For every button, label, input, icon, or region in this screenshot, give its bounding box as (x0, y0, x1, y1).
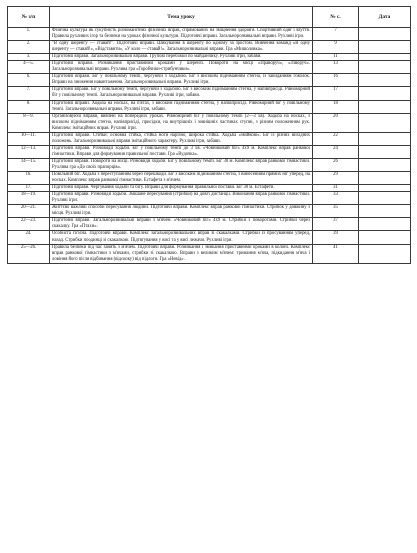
row-number: 25—26. (8, 244, 50, 263)
header-number: № з/п (8, 7, 50, 28)
row-date[interactable] (359, 54, 411, 61)
row-page: 41 (313, 244, 359, 263)
header-page: № с. (313, 7, 359, 28)
row-number: 16. (8, 172, 50, 185)
row-date[interactable] (359, 244, 411, 263)
header-topic: Тема уроку (50, 7, 313, 28)
row-number: 3. (8, 54, 50, 61)
row-number: 6. (8, 74, 50, 87)
row-topic: Підготовчі вправи. Біг у повільному темпі, чергуючи з ходьбою. Біг з високим підніманням стегна, із закиданням гомілок. Вправи на зниження навантаження. Загальнорозвивальні вправи. Рухливі ігри. (50, 74, 313, 87)
row-page: 33 (313, 192, 359, 205)
row-topic: Життєво важливі способи пересування людини. Підготовчі вправи. Комплекс вправ ранкової гімнастики. Стрибок у довжину з місця. Рухливі ігри. (50, 205, 313, 218)
lesson-plan-table (7, 6, 411, 264)
row-page: 31 (313, 185, 359, 192)
table-row (8, 231, 411, 244)
row-topic: "В одну шеренгу — ставай!". Підготовчі вправи. Шикування в шеренгу по одному за зростом. Вивчення команд «В одну шеренгу — ставай!», «Відставити», «У коло — ставай!». Загальнорозвивальні вправи. Гра «Мишоловка». (50, 41, 313, 54)
row-number: 1. (8, 28, 50, 41)
row-number: 14—15. (8, 158, 50, 171)
row-page: 29 (313, 172, 359, 185)
table-row (8, 205, 411, 218)
row-number: 4—5. (8, 61, 50, 74)
row-page: 37 (313, 218, 359, 231)
row-number: 12—13. (8, 145, 50, 158)
table-row (8, 41, 411, 54)
row-date[interactable] (359, 185, 411, 192)
row-page: 11 (313, 54, 359, 61)
row-date[interactable] (359, 132, 411, 145)
table-body (8, 28, 411, 264)
row-topic: Підготовчі вправи. Загальнорозвивальні вправи. Групові перебіжки по майданчику. Рухливі ігри, забави. (50, 54, 313, 61)
row-page: 24 (313, 145, 359, 158)
row-number: 2. (8, 41, 50, 54)
table-row (8, 145, 411, 158)
row-page: 17 (313, 87, 359, 100)
row-date[interactable] (359, 87, 411, 100)
row-number: 22—23. (8, 218, 50, 231)
row-date[interactable] (359, 218, 411, 231)
row-topic: Підготовчі вправи. Різновиди ходьби. Біг у повільному темпі до 3 хв. «Човниковий біг» 4х9 м. Комплекс вправ ранкової гімнастики. Вправи для формування правильної постави. Гра «Вудочка». (50, 145, 313, 158)
row-date[interactable] (359, 41, 411, 54)
row-page: 39 (313, 231, 359, 244)
row-date[interactable] (359, 100, 411, 113)
row-number: 17. (8, 185, 50, 192)
table-row (8, 61, 411, 74)
row-page: 22 (313, 132, 359, 145)
table-row (8, 244, 411, 263)
row-page: 9 (313, 41, 359, 54)
row-topic: Правила безпеки під час занять з м'ячем. Підготовчі вправи. Розмикання і змикання приставними кроками в колоні. Комплекс вправ ранкової гімнастики з м'ячами, стрибки зі скакалкою. Вправи з великим м'ячем: тримання м'яча, підкидання м'яча і ловіння його після відбивання (відскоку) від підлоги. Гра «Невід». (50, 244, 313, 263)
row-date[interactable] (359, 74, 411, 87)
row-date[interactable] (359, 28, 411, 41)
table-row (8, 158, 411, 171)
row-topic: Повільний біг. Ходьба з переступанням через перешкоди. Біг з високим підніманням стегна, з винесенням прямих ніг уперед, на носках. Комплекс вправ ранкової гімнастики. Естафета з м'ячем. (50, 172, 313, 185)
row-topic: Особиста гігієна. Підготовчі вправи. Комплекс загальнорозвивальних вправ зі скакалками. Стрибки із просуванням уперед, назад. Стрибки поодинці зі скакалкою. Підтягування у висі та у висі лежачи. Рухливі ігри. (50, 231, 313, 244)
row-topic: Підготовчі вправи. Повороти на місці. Різновиди ходьби. Біг у повільному темпі. Біг 30 м. Комплекс вправ ранкової гімнастики. Рухлива гра «До своїх прапорців». (50, 158, 313, 171)
table-row (8, 113, 411, 132)
table-row (8, 87, 411, 100)
row-topic: Організовуючі вправи, вивчені на попередніх уроках. Рівномірний біг у повільному темпі (2—3 хв). Ходьба на носках, з високим підніманням стегна, напівприсіді, присідки, на внутрішніх і зовнішніх частинах ступні, з різним положенням рук. Комплекс імітаційних вправ. Рухливі ігри. (50, 113, 313, 132)
row-date[interactable] (359, 192, 411, 205)
row-page: 18 (313, 100, 359, 113)
row-number: 18—19. (8, 192, 50, 205)
row-topic: Підготовчі вправи. Чергування ходьби та бігу. Вправи для формування правильної постави. Біг 30 м. Естафети. (50, 185, 313, 192)
row-page: 20 (313, 113, 359, 132)
row-number: 8. (8, 100, 50, 113)
header-date: Дата (359, 7, 411, 28)
table-row (8, 172, 411, 185)
row-number: 8—9. (8, 113, 50, 132)
row-number: 24. (8, 231, 50, 244)
table-row (8, 54, 411, 61)
table-row (8, 185, 411, 192)
table-row (8, 74, 411, 87)
table-row (8, 28, 411, 41)
row-topic: Підготовчі вправи. Загальнорозвивальні вправи з м'ячем. «Човниковий біг» 4х9 м. Стрибки з поворотами. Стрибки через скакалку. Гра «Птахи». (50, 218, 313, 231)
row-number: 7. (8, 87, 50, 100)
row-page: 13 (313, 61, 359, 74)
table-header-row (8, 7, 411, 28)
row-topic: Підготовчі вправи. Біг у повільному темпі, чергуючи з ходьбою. Біг з високим підніманням стегна, у напівприсіді. Рівномірний біг у повільному темпі. Загальнорозвивальні вправи. Рухливі ігри, забави. (50, 87, 313, 100)
row-number: 20—21. (8, 205, 50, 218)
table-row (8, 218, 411, 231)
row-date[interactable] (359, 205, 411, 218)
row-date[interactable] (359, 231, 411, 244)
row-date[interactable] (359, 61, 411, 74)
row-topic: Підготовчі вправи. Ходьба на носках, на п'ятах, з високим підніманням стегна, у напівприсіді. Рівномірний біг у повільному темпі. Загальнорозвивальні вправи. Рухливі ігри, забави. (50, 100, 313, 113)
row-page: 16 (313, 74, 359, 87)
row-date[interactable] (359, 172, 411, 185)
row-date[interactable] (359, 145, 411, 158)
row-page: 7 (313, 28, 359, 41)
table-row (8, 100, 411, 113)
row-date[interactable] (359, 113, 411, 132)
row-date[interactable] (359, 158, 411, 171)
row-page: 26 (313, 158, 359, 171)
row-number: 10—11. (8, 132, 50, 145)
table-row (8, 192, 411, 205)
row-topic: Підготовчі вправи. Різновиди ходьби. Змішане пересування (стрибки) на довгі дистанції. Виконання вправ ранкової гімнастики. Рухливі ігри. (50, 192, 313, 205)
row-topic: Підготовчі вправи. Стійки: основна стійка, стійка ноги нарізно, широка стійка. Ходьба «змійкою». Біг із різних вихідних положень. Загальнорозвивальні вправи імітаційного характеру. Рухливі ігри, забави. (50, 132, 313, 145)
row-topic: Підготовчі вправи. Розмикання приставними кроками у шерензі. Повороти на місці «Праворуч», «Ліворуч». Загальнорозвивальні вправи. Рухлива гра «Горобчики-стрибунчики». (50, 61, 313, 74)
row-topic: Фізична культура як сукупність різноманітних фізичних вправ, спрямованих на зміцнення здоров'я. Спортивний одяг і взуття. Правила рухливих ігор та безпеки на уроках фізичної культури. Підготовчі вправи. Загальнорозвивальні вправи. Рухливі ігри. (50, 28, 313, 41)
table-row (8, 132, 411, 145)
row-page: 35 (313, 205, 359, 218)
